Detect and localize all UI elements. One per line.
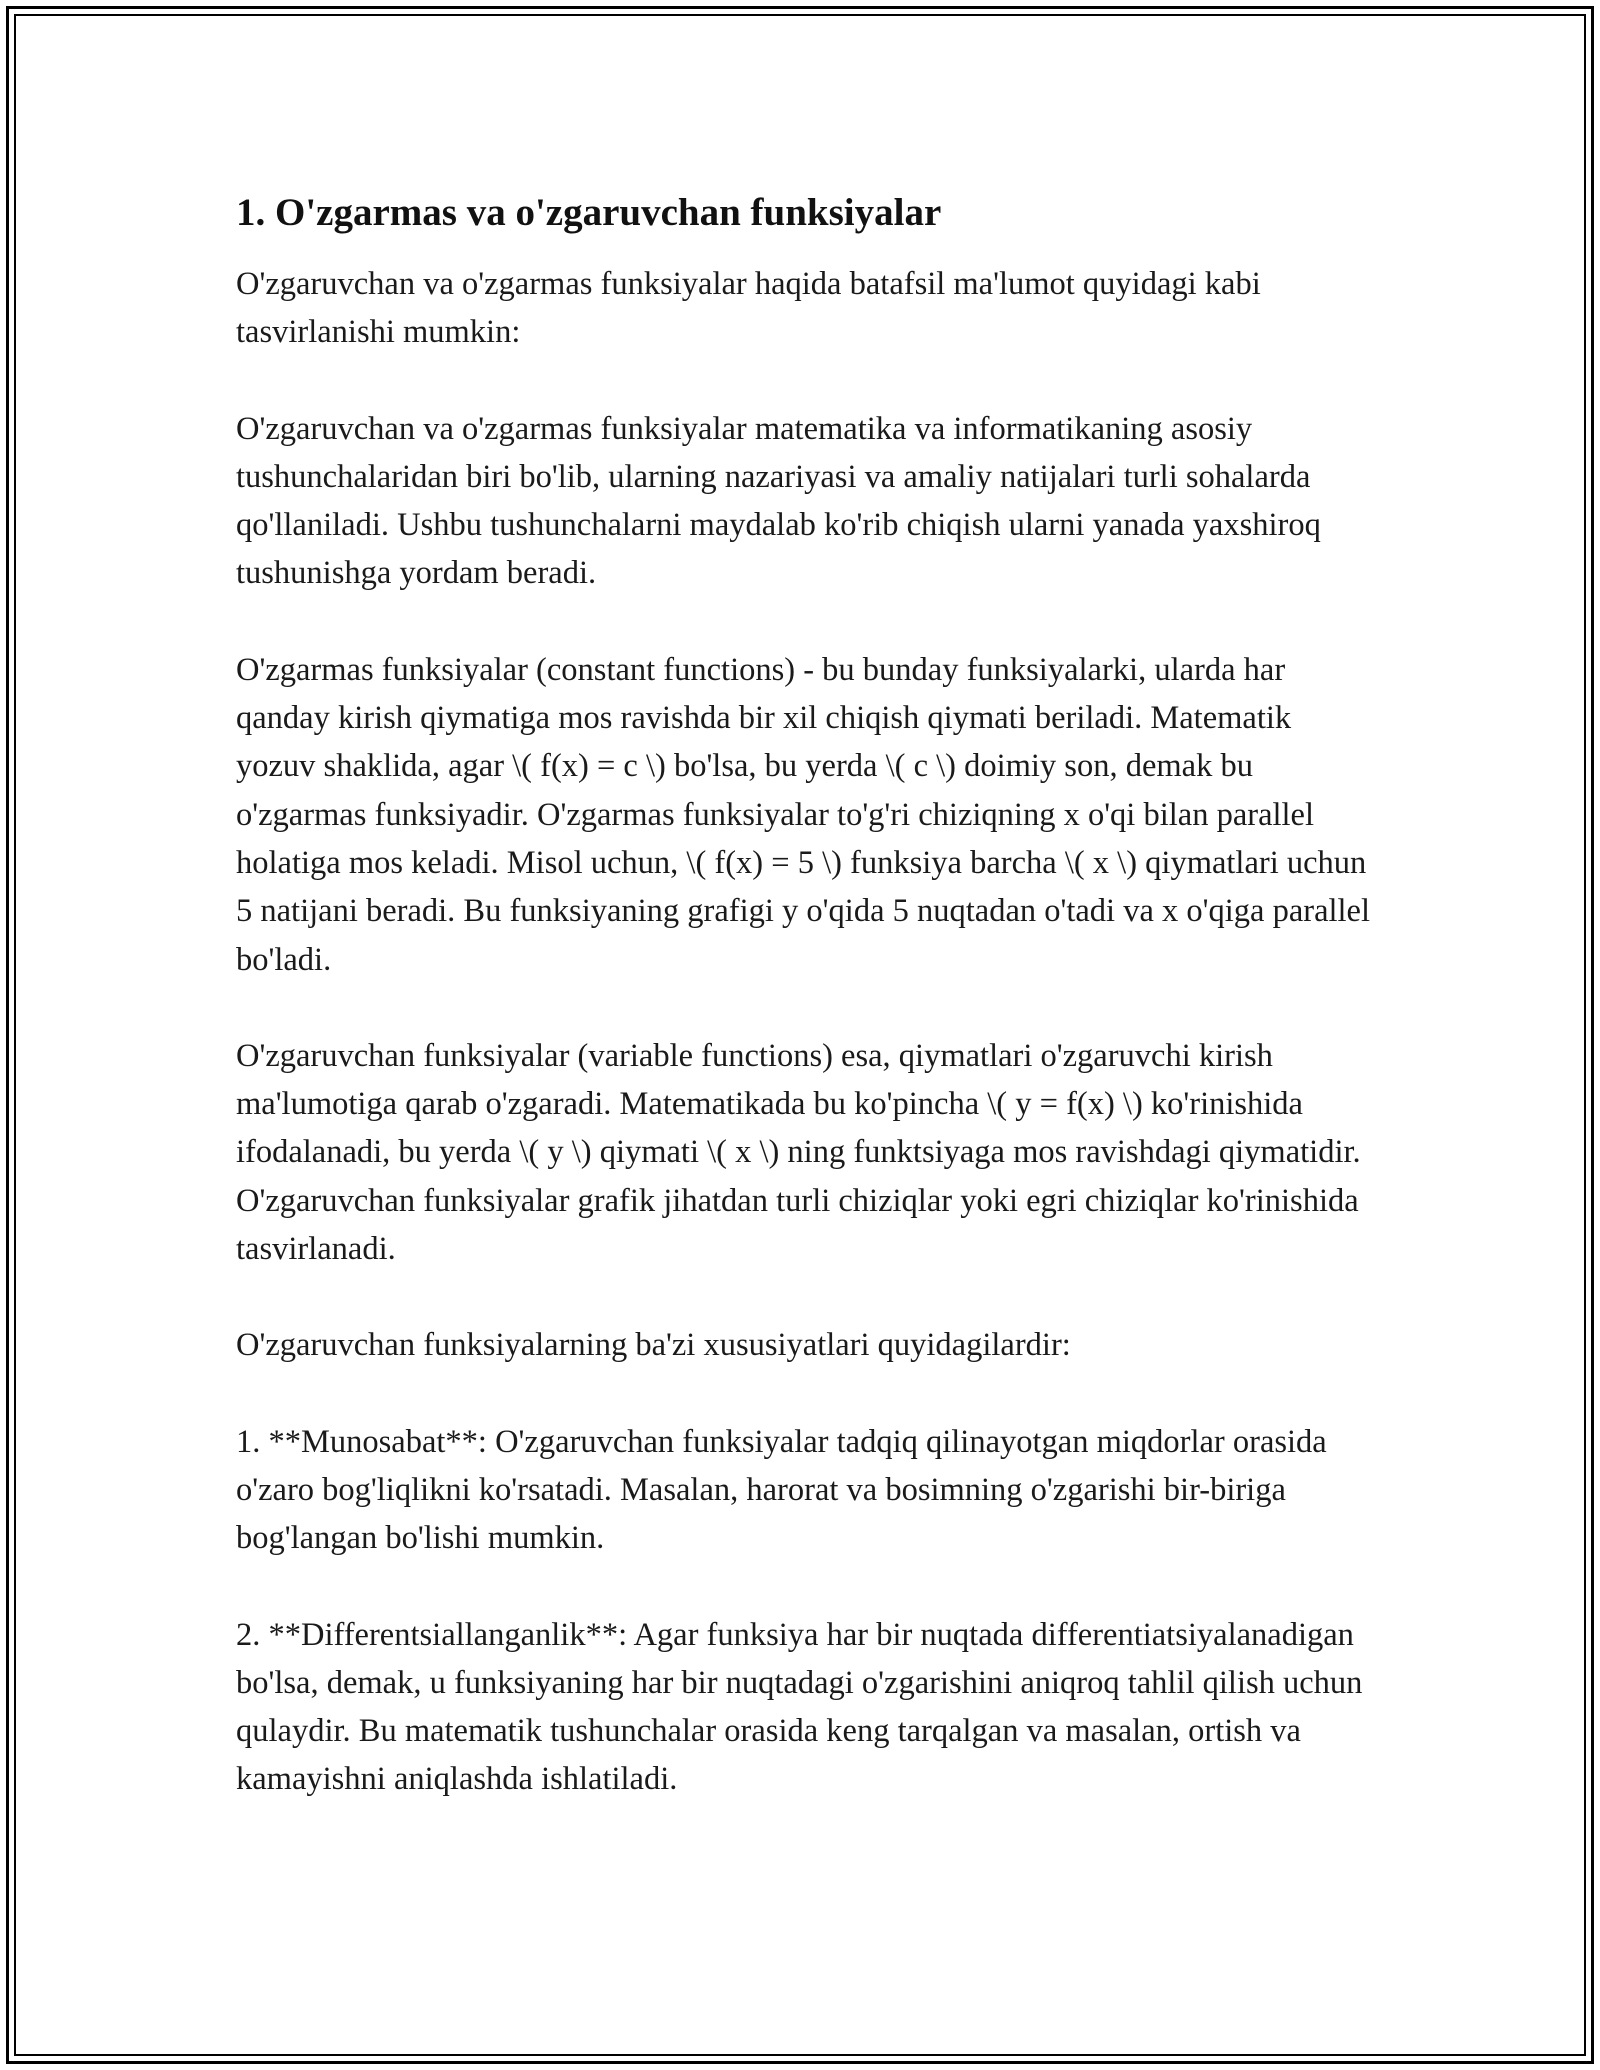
paragraph-constant-functions: O'zgarmas funksiyalar (constant functions) - bu bunday funksiyalarki, ularda har qanday kirish qiymatiga mos ravishda bir xil chiqish qiymati beriladi. Matematik yozuv shaklida, agar \( f(x) = c \) bo'lsa, bu yerda \( c \) doimiy son, demak bu o'zgarmas funksiyadir. O'zgarmas funksiyalar to'g'ri chiziqning x o'qi bilan parallel holatiga mos keladi. Misol uchun, \( f(x) = 5 \) funksiya barcha \( x \) qiymatlari uchun 5 natijani beradi. Bu funksiyaning grafigi y o'qida 5 nuqtadan o'tadi va x o'qiga parallel bo'ladi. <box>236 651 1371 978</box>
section-heading: 1. O'zgarmas va o'zgaruvchan funksiyalar <box>236 191 942 234</box>
paragraph-intro: O'zgaruvchan va o'zgarmas funksiyalar haqida batafsil ma'lumot quyidagi kabi tasvirlanishi mumkin: <box>236 266 1261 351</box>
list-item-differentsiallanganlik: 2. **Differentsiallanganlik**: Agar funksiya har bir nuqtada differentiatsiyalanadigan bo'lsa, demak, u funksiyaning har bir nuqtadagi o'zgarishini aniqroq tahlil qilish uchun qulaydir. Bu matematik tushunchalar orasida keng tarqalgan va masalan, ortish va kamayishni aniqlashda ishlatiladi. <box>236 1616 1363 1798</box>
paragraph-properties-intro: O'zgaruvchan funksiyalarning ba'zi xususiyatlari quyidagilardir: <box>236 1327 1071 1364</box>
paragraph-overview: O'zgaruvchan va o'zgarmas funksiyalar matematika va informatikaning asosiy tushunchalaridan biri bo'lib, ularning nazariyasi va amaliy natijalari turli sohalarda qo'llaniladi. Ushbu tushunchalarni maydalab ko'rib chiqish ularni yanada yaxshiroq tushunishga yordam beradi. <box>236 410 1321 592</box>
document-body <box>236 186 1376 1804</box>
list-item-munosabat: 1. **Munosabat**: O'zgaruvchan funksiyalar tadqiq qilinayotgan miqdorlar orasida o'zaro bog'liqlikni ko'rsatadi. Masalan, harorat va bosimning o'zgarishi bir-biriga bog'langan bo'lishi mumkin. <box>236 1423 1327 1557</box>
paragraph-variable-functions: O'zgaruvchan funksiyalar (variable functions) esa, qiymatlari o'zgaruvchi kirish ma'lumotiga qarab o'zgaradi. Matematikada bu ko'pincha \( y = f(x) \) ko'rinishida ifodalanadi, bu yerda \( y \) qiymati \( x \) ning funktsiyaga mos ravishdagi qiymatidir. O'zgaruvchan funksiyalar grafik jihatdan turli chiziqlar yoki egri chiziqlar ko'rinishida tasvirlanadi. <box>236 1037 1361 1268</box>
